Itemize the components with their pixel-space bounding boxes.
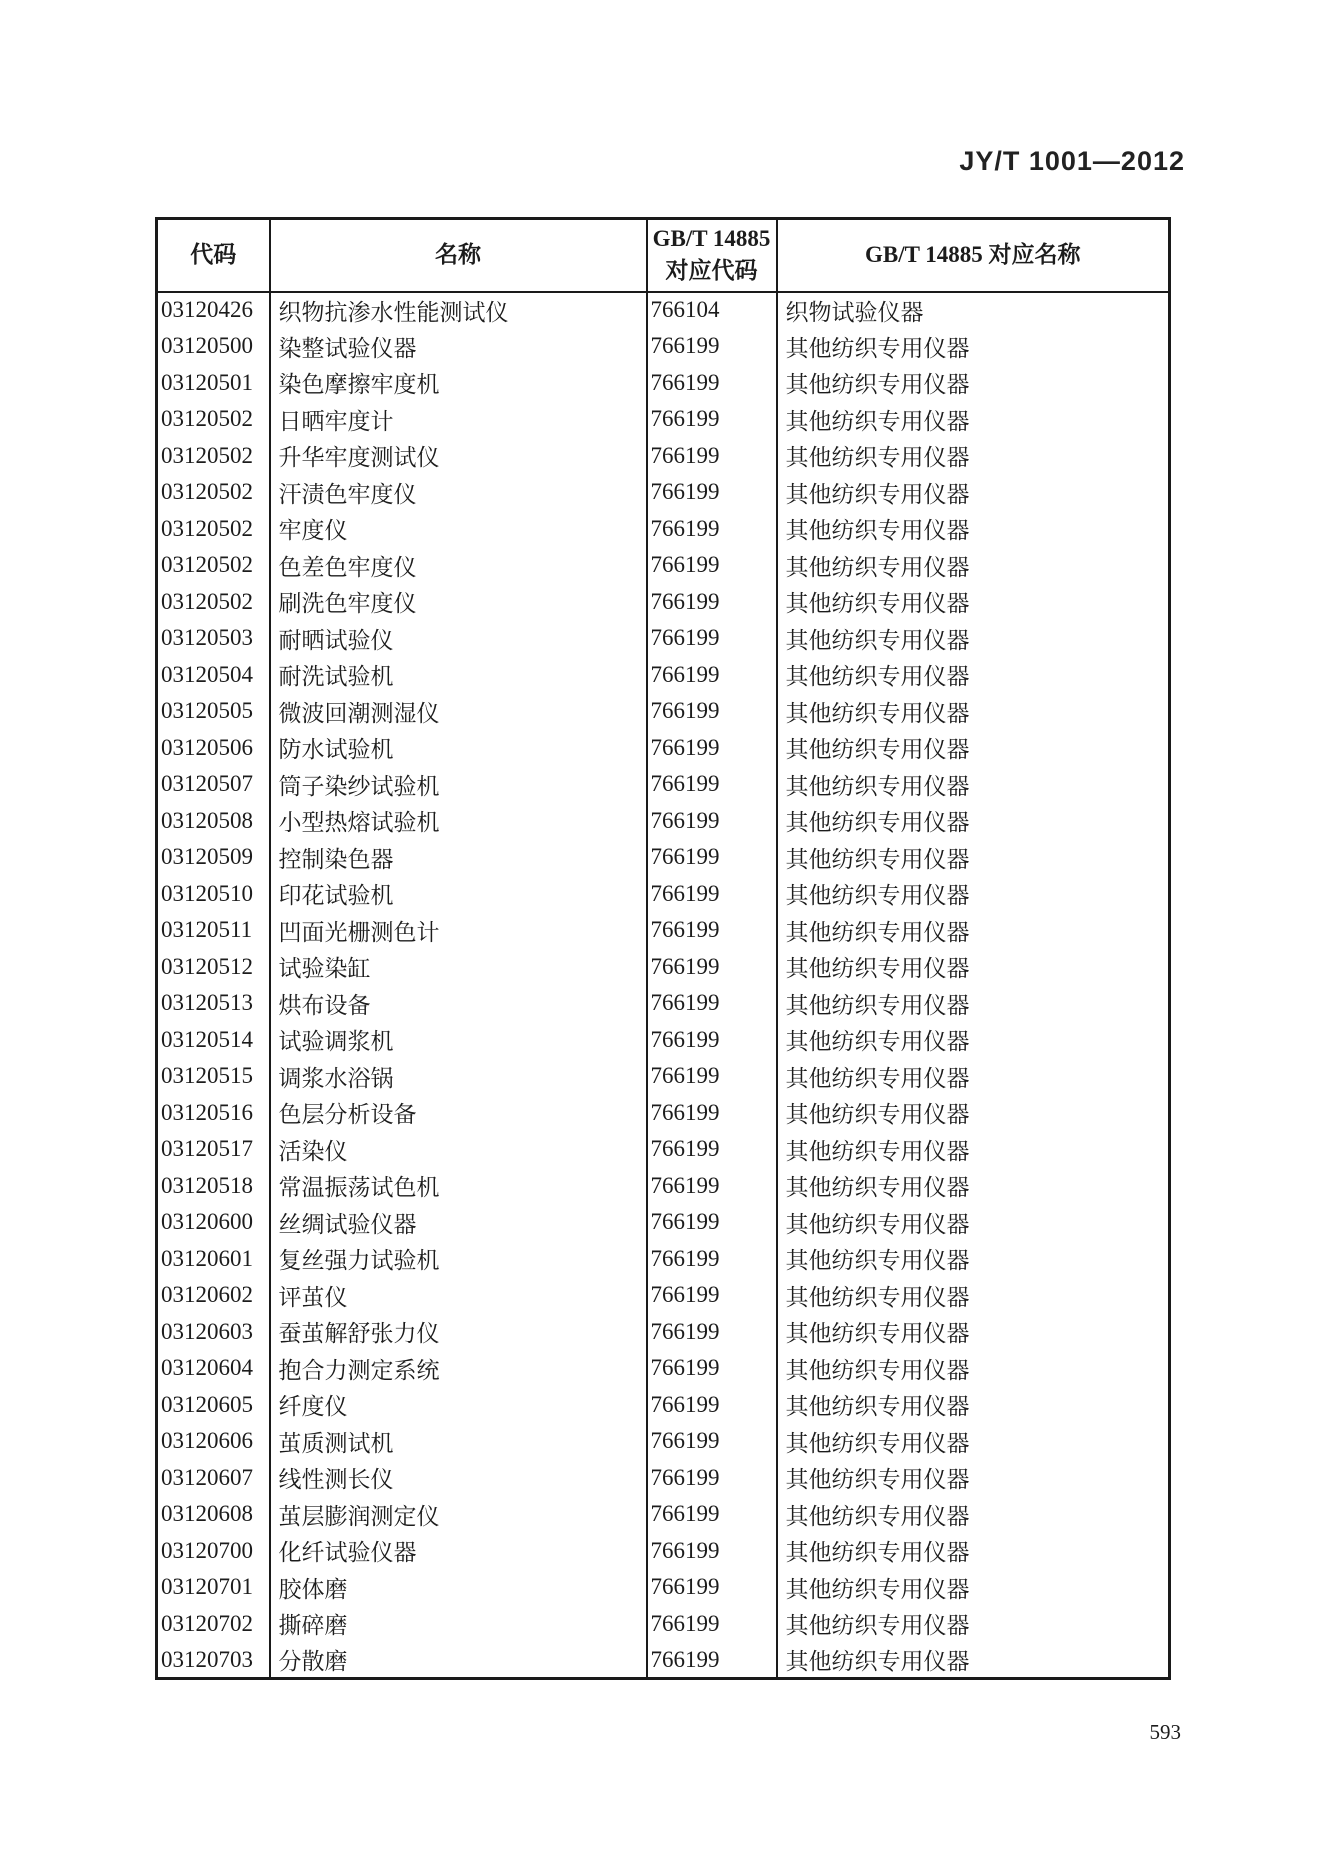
cell-gbt-code: 766199 [647, 365, 777, 402]
cell-name: 耐洗试验机 [270, 657, 647, 694]
cell-code: 03120510 [157, 876, 270, 913]
cell-gbt-name: 其他纺织专用仪器 [777, 584, 1170, 621]
cell-gbt-code: 766199 [647, 1204, 777, 1241]
cell-gbt-name: 其他纺织专用仪器 [777, 1058, 1170, 1095]
cell-name: 试验调浆机 [270, 1022, 647, 1059]
cell-name: 撕碎磨 [270, 1606, 647, 1643]
cell-gbt-name: 其他纺织专用仪器 [777, 1277, 1170, 1314]
cell-code: 03120500 [157, 328, 270, 365]
cell-name: 染整试验仪器 [270, 328, 647, 365]
cell-gbt-name: 其他纺织专用仪器 [777, 730, 1170, 767]
cell-code: 03120703 [157, 1642, 270, 1679]
cell-gbt-name: 其他纺织专用仪器 [777, 1168, 1170, 1205]
table-row [157, 1460, 1170, 1497]
cell-name: 控制染色器 [270, 839, 647, 876]
table-row [157, 328, 1170, 365]
cell-gbt-code: 766199 [647, 584, 777, 621]
cell-gbt-name: 其他纺织专用仪器 [777, 803, 1170, 840]
cell-name: 凹面光栅测色计 [270, 912, 647, 949]
cell-gbt-name: 其他纺织专用仪器 [777, 657, 1170, 694]
cell-code: 03120502 [157, 511, 270, 548]
cell-code: 03120517 [157, 1131, 270, 1168]
cell-code: 03120603 [157, 1314, 270, 1351]
cell-gbt-code: 766199 [647, 1277, 777, 1314]
cell-code: 03120607 [157, 1460, 270, 1497]
table-row [157, 985, 1170, 1022]
table-row [157, 365, 1170, 402]
table-row [157, 766, 1170, 803]
cell-gbt-code: 766199 [647, 620, 777, 657]
column-header-gbt-code-line1: GB/T 14885 [652, 226, 771, 252]
cell-gbt-name: 其他纺织专用仪器 [777, 547, 1170, 584]
cell-code: 03120605 [157, 1387, 270, 1424]
cell-code: 03120602 [157, 1277, 270, 1314]
cell-name: 调浆水浴锅 [270, 1058, 647, 1095]
cell-gbt-code: 766199 [647, 1314, 777, 1351]
table-row [157, 1606, 1170, 1643]
table-row [157, 1277, 1170, 1314]
cell-gbt-name: 其他纺织专用仪器 [777, 328, 1170, 365]
table-row [157, 912, 1170, 949]
cell-name: 常温振荡试色机 [270, 1168, 647, 1205]
cell-name: 评茧仪 [270, 1277, 647, 1314]
cell-gbt-code: 766199 [647, 1131, 777, 1168]
cell-gbt-code: 766199 [647, 912, 777, 949]
cell-gbt-code: 766104 [647, 292, 777, 329]
table-row [157, 1533, 1170, 1570]
cell-name: 防水试验机 [270, 730, 647, 767]
cell-code: 03120518 [157, 1168, 270, 1205]
cell-gbt-name: 其他纺织专用仪器 [777, 401, 1170, 438]
table-row [157, 1204, 1170, 1241]
cell-name: 化纤试验仪器 [270, 1533, 647, 1570]
cell-name: 染色摩擦牢度机 [270, 365, 647, 402]
cell-code: 03120601 [157, 1241, 270, 1278]
cell-code: 03120511 [157, 912, 270, 949]
cell-code: 03120501 [157, 365, 270, 402]
column-header-gbt-code [647, 219, 777, 292]
cell-gbt-code: 766199 [647, 1496, 777, 1533]
table-row [157, 1095, 1170, 1132]
cell-code: 03120608 [157, 1496, 270, 1533]
table-row [157, 1569, 1170, 1606]
cell-gbt-code: 766199 [647, 1423, 777, 1460]
cell-name: 活染仪 [270, 1131, 647, 1168]
cell-code: 03120600 [157, 1204, 270, 1241]
cell-name: 牢度仪 [270, 511, 647, 548]
table-row [157, 438, 1170, 475]
cell-code: 03120506 [157, 730, 270, 767]
cell-code: 03120502 [157, 438, 270, 475]
cell-gbt-name: 其他纺织专用仪器 [777, 876, 1170, 913]
cell-gbt-name: 其他纺织专用仪器 [777, 1569, 1170, 1606]
cell-gbt-name: 织物试验仪器 [777, 292, 1170, 329]
cell-name: 色层分析设备 [270, 1095, 647, 1132]
cell-gbt-code: 766199 [647, 985, 777, 1022]
cell-code: 03120701 [157, 1569, 270, 1606]
cell-gbt-name: 其他纺织专用仪器 [777, 474, 1170, 511]
table-row [157, 620, 1170, 657]
cell-code: 03120513 [157, 985, 270, 1022]
cell-code: 03120512 [157, 949, 270, 986]
cell-name: 刷洗色牢度仪 [270, 584, 647, 621]
code-mapping-table [155, 217, 1171, 1680]
table-row [157, 1058, 1170, 1095]
cell-name: 茧层膨润测定仪 [270, 1496, 647, 1533]
cell-name: 小型热熔试验机 [270, 803, 647, 840]
standard-number: JY/T 1001—2012 [959, 146, 1185, 176]
cell-gbt-name: 其他纺织专用仪器 [777, 766, 1170, 803]
cell-gbt-code: 766199 [647, 1095, 777, 1132]
cell-gbt-code: 766199 [647, 657, 777, 694]
cell-name: 织物抗渗水性能测试仪 [270, 292, 647, 329]
cell-gbt-code: 766199 [647, 1642, 777, 1679]
cell-name: 胶体磨 [270, 1569, 647, 1606]
cell-code: 03120509 [157, 839, 270, 876]
cell-gbt-name: 其他纺织专用仪器 [777, 693, 1170, 730]
cell-gbt-name: 其他纺织专用仪器 [777, 1533, 1170, 1570]
cell-name: 升华牢度测试仪 [270, 438, 647, 475]
cell-name: 筒子染纱试验机 [270, 766, 647, 803]
table-row [157, 474, 1170, 511]
cell-gbt-name: 其他纺织专用仪器 [777, 1387, 1170, 1424]
cell-gbt-code: 766199 [647, 1022, 777, 1059]
cell-code: 03120606 [157, 1423, 270, 1460]
cell-gbt-code: 766199 [647, 949, 777, 986]
cell-name: 印花试验机 [270, 876, 647, 913]
cell-gbt-code: 766199 [647, 438, 777, 475]
table-row [157, 1241, 1170, 1278]
cell-name: 抱合力测定系统 [270, 1350, 647, 1387]
cell-gbt-name: 其他纺织专用仪器 [777, 438, 1170, 475]
cell-code: 03120426 [157, 292, 270, 329]
cell-gbt-name: 其他纺织专用仪器 [777, 1423, 1170, 1460]
table-header [157, 219, 1170, 292]
cell-gbt-name: 其他纺织专用仪器 [777, 1350, 1170, 1387]
cell-name: 耐晒试验仪 [270, 620, 647, 657]
cell-name: 汗渍色牢度仪 [270, 474, 647, 511]
table-row [157, 730, 1170, 767]
table-row [157, 1131, 1170, 1168]
cell-name: 分散磨 [270, 1642, 647, 1679]
cell-gbt-name: 其他纺织专用仪器 [777, 1642, 1170, 1679]
page-number: 593 [1149, 1720, 1181, 1744]
table-row [157, 657, 1170, 694]
table-row [157, 876, 1170, 913]
cell-gbt-code: 766199 [647, 1387, 777, 1424]
cell-code: 03120502 [157, 401, 270, 438]
cell-gbt-code: 766199 [647, 511, 777, 548]
cell-gbt-name: 其他纺织专用仪器 [777, 1022, 1170, 1059]
cell-gbt-name: 其他纺织专用仪器 [777, 839, 1170, 876]
cell-name: 试验染缸 [270, 949, 647, 986]
cell-gbt-code: 766199 [647, 1058, 777, 1095]
cell-gbt-code: 766199 [647, 1533, 777, 1570]
table-row [157, 803, 1170, 840]
cell-gbt-name: 其他纺织专用仪器 [777, 620, 1170, 657]
cell-code: 03120503 [157, 620, 270, 657]
cell-code: 03120700 [157, 1533, 270, 1570]
cell-gbt-name: 其他纺织专用仪器 [777, 949, 1170, 986]
cell-name: 线性测长仪 [270, 1460, 647, 1497]
cell-name: 微波回潮测湿仪 [270, 693, 647, 730]
column-header-name: 名称 [270, 219, 647, 292]
cell-gbt-name: 其他纺织专用仪器 [777, 912, 1170, 949]
table-row [157, 839, 1170, 876]
cell-gbt-code: 766199 [647, 401, 777, 438]
cell-code: 03120504 [157, 657, 270, 694]
cell-gbt-name: 其他纺织专用仪器 [777, 1204, 1170, 1241]
cell-gbt-code: 766199 [647, 693, 777, 730]
cell-name: 日晒牢度计 [270, 401, 647, 438]
table-row [157, 584, 1170, 621]
cell-name: 茧质测试机 [270, 1423, 647, 1460]
column-header-gbt-code-line2: 对应代码 [665, 258, 758, 284]
cell-gbt-code: 766199 [647, 1350, 777, 1387]
table-header-row [157, 219, 1170, 292]
table-row [157, 511, 1170, 548]
table-row [157, 1168, 1170, 1205]
cell-name: 烘布设备 [270, 985, 647, 1022]
table-row [157, 1314, 1170, 1351]
cell-code: 03120515 [157, 1058, 270, 1095]
cell-gbt-code: 766199 [647, 839, 777, 876]
cell-code: 03120502 [157, 474, 270, 511]
cell-gbt-code: 766199 [647, 766, 777, 803]
cell-gbt-code: 766199 [647, 547, 777, 584]
cell-gbt-code: 766199 [647, 876, 777, 913]
cell-name: 纤度仪 [270, 1387, 647, 1424]
cell-code: 03120508 [157, 803, 270, 840]
cell-name: 丝绸试验仪器 [270, 1204, 647, 1241]
cell-gbt-code: 766199 [647, 328, 777, 365]
cell-code: 03120516 [157, 1095, 270, 1132]
table-row [157, 401, 1170, 438]
table-row [157, 547, 1170, 584]
cell-gbt-code: 766199 [647, 730, 777, 767]
cell-gbt-code: 766199 [647, 1168, 777, 1205]
cell-gbt-code: 766199 [647, 1606, 777, 1643]
table-row [157, 693, 1170, 730]
cell-gbt-name: 其他纺织专用仪器 [777, 1606, 1170, 1643]
table-row [157, 1350, 1170, 1387]
cell-gbt-name: 其他纺织专用仪器 [777, 1241, 1170, 1278]
cell-gbt-name: 其他纺织专用仪器 [777, 365, 1170, 402]
cell-name: 复丝强力试验机 [270, 1241, 647, 1278]
cell-gbt-code: 766199 [647, 474, 777, 511]
table-row [157, 1022, 1170, 1059]
cell-gbt-name: 其他纺织专用仪器 [777, 1460, 1170, 1497]
cell-gbt-code: 766199 [647, 1241, 777, 1278]
table-row [157, 1642, 1170, 1679]
cell-code: 03120502 [157, 584, 270, 621]
table-row [157, 292, 1170, 329]
cell-code: 03120604 [157, 1350, 270, 1387]
cell-code: 03120702 [157, 1606, 270, 1643]
cell-code: 03120514 [157, 1022, 270, 1059]
cell-name: 色差色牢度仪 [270, 547, 647, 584]
cell-gbt-code: 766199 [647, 803, 777, 840]
cell-name: 蚕茧解舒张力仪 [270, 1314, 647, 1351]
column-header-gbt-name: GB/T 14885 对应名称 [777, 219, 1170, 292]
cell-gbt-code: 766199 [647, 1460, 777, 1497]
table-row [157, 1496, 1170, 1533]
cell-gbt-name: 其他纺织专用仪器 [777, 985, 1170, 1022]
column-header-code: 代码 [157, 219, 270, 292]
cell-code: 03120502 [157, 547, 270, 584]
table-row [157, 1423, 1170, 1460]
cell-gbt-name: 其他纺织专用仪器 [777, 1095, 1170, 1132]
cell-gbt-code: 766199 [647, 1569, 777, 1606]
table-body [157, 292, 1170, 1679]
cell-gbt-name: 其他纺织专用仪器 [777, 1496, 1170, 1533]
cell-gbt-name: 其他纺织专用仪器 [777, 511, 1170, 548]
cell-code: 03120507 [157, 766, 270, 803]
table-row [157, 1387, 1170, 1424]
cell-gbt-name: 其他纺织专用仪器 [777, 1314, 1170, 1351]
table-row [157, 949, 1170, 986]
cell-gbt-name: 其他纺织专用仪器 [777, 1131, 1170, 1168]
cell-code: 03120505 [157, 693, 270, 730]
